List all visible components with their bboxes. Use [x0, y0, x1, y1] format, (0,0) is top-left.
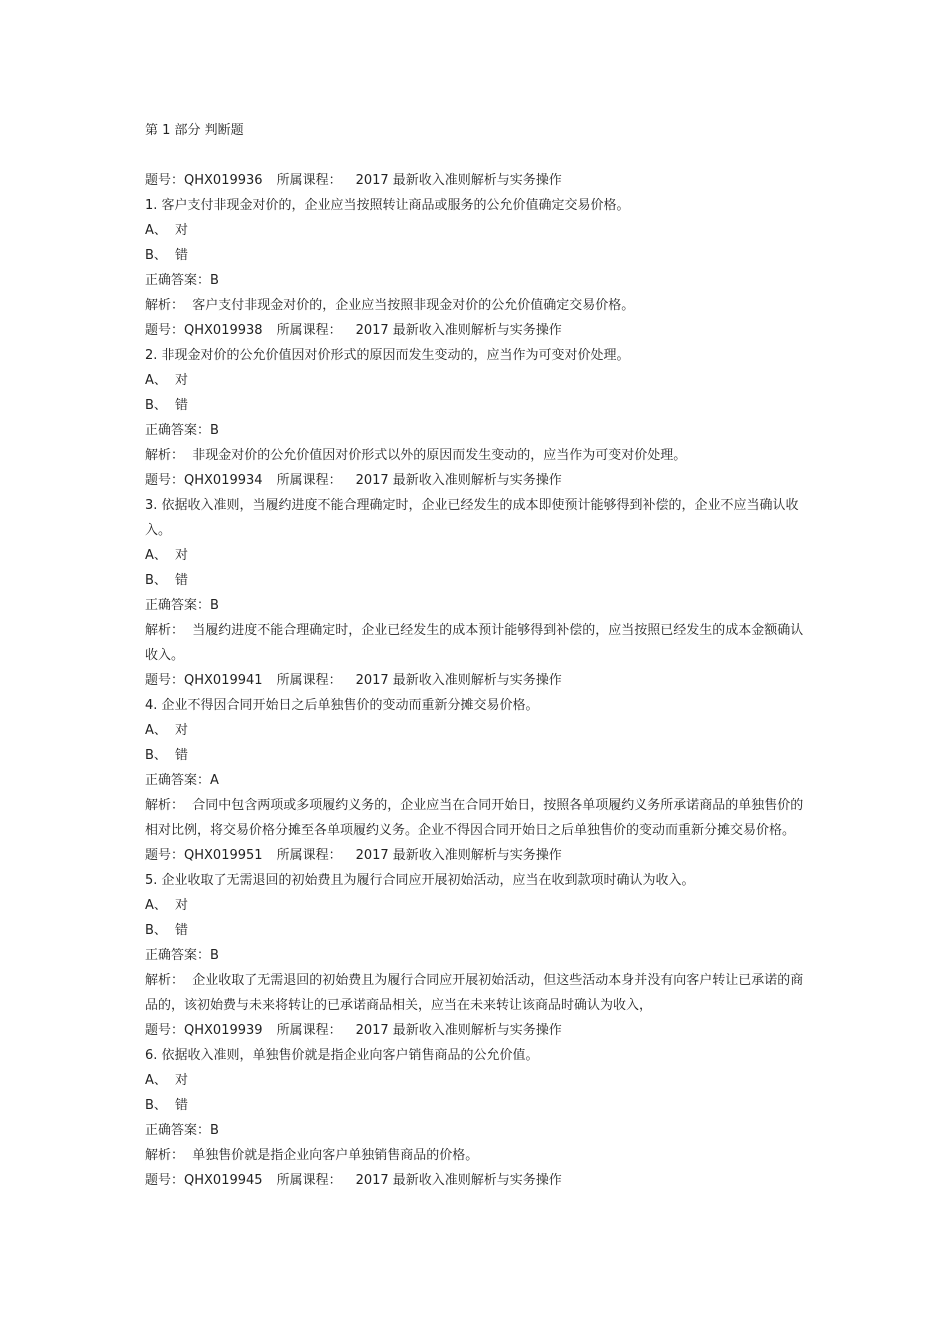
question-meta [145, 1018, 810, 1043]
question-id: QHX019941 [184, 673, 263, 688]
question-meta [145, 843, 810, 868]
option-text: 对 [175, 723, 189, 738]
analysis-text: 企业收取了无需退回的初始费且为履行合同应开展初始活动，但这些活动本身并没有向客户转让已承诺的商品的，该初始费与未来将转让的已承诺商品相关，应当在未来转让该商品时确认为收入， [145, 973, 804, 1013]
option-b[interactable] [145, 918, 810, 943]
correct-answer [145, 418, 810, 443]
section-title: 第 1 部分 判断题 [145, 123, 244, 138]
analysis-text: 客户支付非现金对价的，企业应当按照非现金对价的公允价值确定交易价格。 [192, 298, 635, 313]
correct-answer [145, 268, 810, 293]
analysis [145, 1143, 810, 1168]
answer-value: B [210, 948, 219, 963]
question-meta [145, 468, 810, 493]
qid-label: 题号： [145, 473, 185, 488]
question-block [145, 1018, 810, 1168]
option-b[interactable] [145, 568, 810, 593]
option-letter: A、 [145, 723, 167, 738]
option-letter: B、 [145, 1098, 167, 1113]
option-a[interactable] [145, 1068, 810, 1093]
option-text: 对 [175, 223, 189, 238]
question-id: QHX019945 [184, 1173, 263, 1188]
answer-value: B [210, 273, 219, 288]
correct-answer [145, 943, 810, 968]
question-block [145, 668, 810, 843]
qid-label: 题号： [145, 673, 185, 688]
analysis [145, 443, 810, 468]
question-id: QHX019938 [184, 323, 263, 338]
analysis-label: 解析： [145, 1148, 185, 1163]
question-id: QHX019934 [184, 473, 263, 488]
question-text: 4. 企业不得因合同开始日之后单独售价的变动而重新分摊交易价格。 [145, 698, 539, 713]
answer-value: B [210, 423, 219, 438]
option-b[interactable] [145, 743, 810, 768]
analysis-label: 解析： [145, 973, 185, 988]
qid-label: 题号： [145, 848, 185, 863]
question-text: 2. 非现金对价的公允价值因对价形式的原因而发生变动的，应当作为可变对价处理。 [145, 348, 630, 363]
course-label: 所属课程： [276, 1023, 342, 1038]
option-letter: A、 [145, 548, 167, 563]
question-block [145, 468, 810, 668]
qid-label: 题号： [145, 1023, 185, 1038]
option-b[interactable] [145, 1093, 810, 1118]
qid-label: 题号： [145, 1173, 185, 1188]
question-text: 1. 客户支付非现金对价的，企业应当按照转让商品或服务的公允价值确定交易价格。 [145, 198, 630, 213]
question-block [145, 168, 810, 318]
course-name: 2017 最新收入准则解析与实务操作 [355, 323, 562, 338]
option-letter: B、 [145, 573, 167, 588]
course-label: 所属课程： [276, 473, 342, 488]
option-text: 对 [175, 373, 189, 388]
option-a[interactable] [145, 893, 810, 918]
option-text: 错 [175, 573, 189, 588]
analysis-text: 单独售价就是指企业向客户单独销售商品的价格。 [192, 1148, 479, 1163]
analysis [145, 618, 810, 668]
option-a[interactable] [145, 368, 810, 393]
course-label: 所属课程： [276, 673, 342, 688]
course-label: 所属课程： [276, 173, 342, 188]
analysis-label: 解析： [145, 798, 185, 813]
option-letter: A、 [145, 373, 167, 388]
answer-value: B [210, 1123, 219, 1138]
answer-label: 正确答案： [145, 423, 211, 438]
analysis-text: 非现金对价的公允价值因对价形式以外的原因而发生变动的，应当作为可变对价处理。 [192, 448, 687, 463]
analysis [145, 793, 810, 843]
course-label: 所属课程： [276, 323, 342, 338]
answer-value: A [210, 773, 219, 788]
question-text: 3. 依据收入准则，当履约进度不能合理确定时，企业已经发生的成本即使预计能够得到补偿的，企业不应当确认收入。 [145, 498, 799, 538]
option-text: 错 [175, 748, 189, 763]
question-meta [145, 168, 810, 193]
course-name: 2017 最新收入准则解析与实务操作 [355, 1023, 562, 1038]
correct-answer [145, 593, 810, 618]
question-meta [145, 1168, 810, 1193]
question-meta [145, 318, 810, 343]
question-id: QHX019951 [184, 848, 263, 863]
answer-label: 正确答案： [145, 948, 211, 963]
option-letter: A、 [145, 898, 167, 913]
analysis-label: 解析： [145, 448, 185, 463]
answer-label: 正确答案： [145, 273, 211, 288]
correct-answer [145, 1118, 810, 1143]
course-name: 2017 最新收入准则解析与实务操作 [355, 173, 562, 188]
analysis-text: 当履约进度不能合理确定时，企业已经发生的成本预计能够得到补偿的，应当按照已经发生的成本金额确认收入。 [145, 623, 804, 663]
course-name: 2017 最新收入准则解析与实务操作 [355, 673, 562, 688]
analysis-label: 解析： [145, 298, 185, 313]
answer-value: B [210, 598, 219, 613]
option-a[interactable] [145, 543, 810, 568]
course-label: 所属课程： [276, 848, 342, 863]
answer-label: 正确答案： [145, 598, 211, 613]
question-block [145, 843, 810, 1018]
option-a[interactable] [145, 218, 810, 243]
option-letter: B、 [145, 748, 167, 763]
analysis-label: 解析： [145, 623, 185, 638]
option-letter: A、 [145, 1073, 167, 1088]
option-letter: B、 [145, 248, 167, 263]
question-text: 5. 企业收取了无需退回的初始费且为履行合同应开展初始活动，应当在收到款项时确认为收入。 [145, 873, 695, 888]
option-text: 对 [175, 548, 189, 563]
option-text: 错 [175, 398, 189, 413]
option-letter: B、 [145, 398, 167, 413]
answer-label: 正确答案： [145, 773, 211, 788]
option-b[interactable] [145, 393, 810, 418]
answer-label: 正确答案： [145, 1123, 211, 1138]
option-text: 错 [175, 923, 189, 938]
question-id: QHX019936 [184, 173, 263, 188]
question-meta [145, 668, 810, 693]
analysis [145, 968, 810, 1018]
option-text: 对 [175, 898, 189, 913]
course-name: 2017 最新收入准则解析与实务操作 [355, 1173, 562, 1188]
qid-label: 题号： [145, 173, 185, 188]
question-id: QHX019939 [184, 1023, 263, 1038]
course-name: 2017 最新收入准则解析与实务操作 [355, 848, 562, 863]
correct-answer [145, 768, 810, 793]
option-text: 错 [175, 248, 189, 263]
option-text: 错 [175, 1098, 189, 1113]
option-letter: A、 [145, 223, 167, 238]
question-block [145, 318, 810, 468]
option-text: 对 [175, 1073, 189, 1088]
qid-label: 题号： [145, 323, 185, 338]
analysis [145, 293, 810, 318]
document-page [145, 118, 810, 1193]
course-name: 2017 最新收入准则解析与实务操作 [355, 473, 562, 488]
option-letter: B、 [145, 923, 167, 938]
course-label: 所属课程： [276, 1173, 342, 1188]
option-a[interactable] [145, 718, 810, 743]
option-b[interactable] [145, 243, 810, 268]
analysis-text: 合同中包含两项或多项履约义务的，企业应当在合同开始日，按照各单项履约义务所承诺商品的单独售价的相对比例，将交易价格分摊至各单项履约义务。企业不得因合同开始日之后单独售价的变动而重新分摊交易价格。 [145, 798, 804, 838]
question-text: 6. 依据收入准则，单独售价就是指企业向客户销售商品的公允价值。 [145, 1048, 539, 1063]
